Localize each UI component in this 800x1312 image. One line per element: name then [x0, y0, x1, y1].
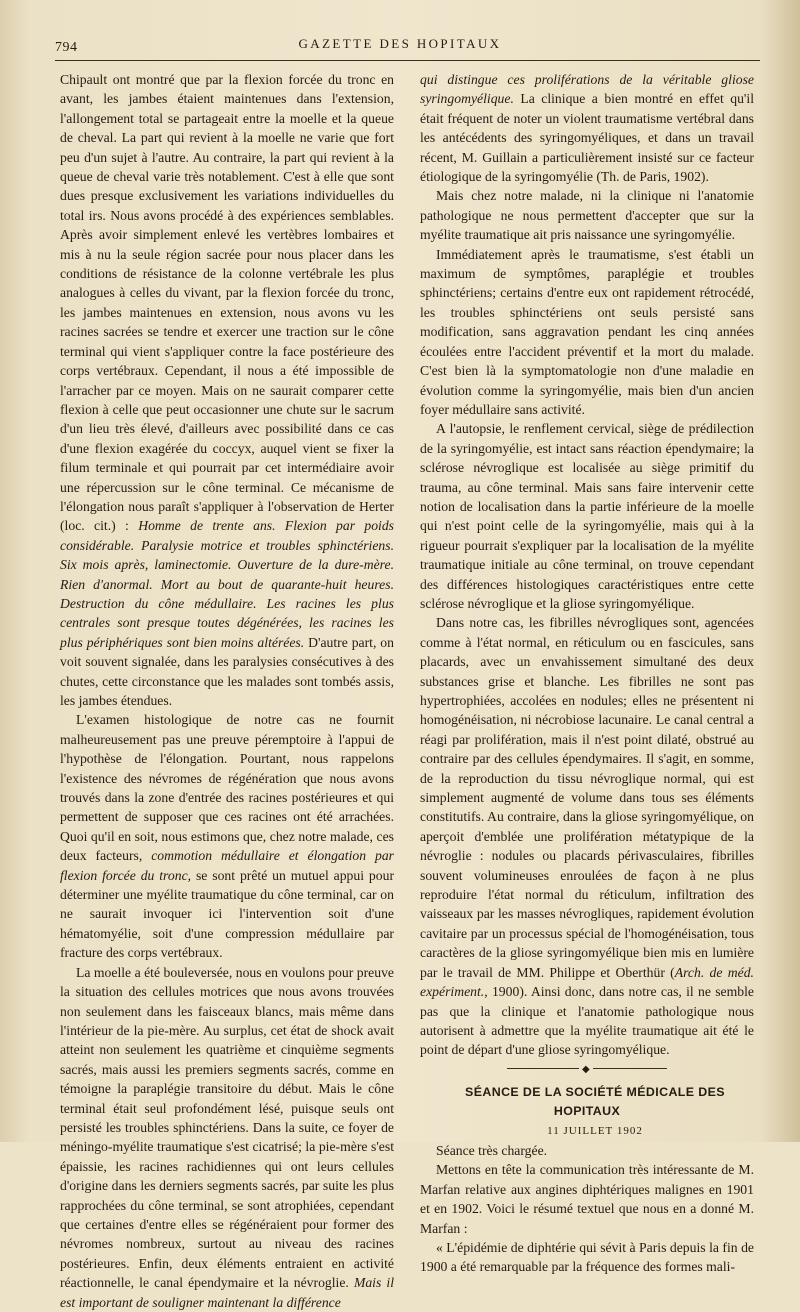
paragraph: Chipault ont montré que par la flexion forcée du tronc en avant, les jambes étaient maintenues dans l'extension, l'allongement total se partageait entre la moelle et la queue de cheval. La part qui revient à la moelle ne varie que fort peu d'un sujet à l'autre. Au contraire, la part qui revient à la queue de cheval varie très notablement. C'est à elle que sont dues presque exclusivement les variations individuelles du total irs. Nous avons procédé à des expériences semblables. Après avoir simplement enlevé les vertèbres lombaires et mis à nu la seule région sacrée pour nous placer dans les conditions de résistance de la colonne vertébrale les plus analogues à celles du vivant, par la flexion forcée du tronc, les jambes maintenues en extension, nous avons vu les racines sacrées se tendre et exercer une traction sur le cône terminal qui vient s'appliquer contre la face postérieure des corps vertébraux. Cependant, il nous a été impossible de l'arracher par ce moyen. Mais on ne saurait comparer cette flexion à celle que peut occasionner une chute sur le sacrum d'un lieu très élevé, d'ailleurs avec possibilité dans ce cas d'une flexion exagérée du coccyx, auquel vient se fixer la filum terminale et qui pourrait par cet intermédiaire avoir une répercussion sur le cône terminal. Ce mécanisme de l'élongation nous paraît s'appliquer à l'observation de Herter (loc. cit.) : Homme de trente ans. Flexion par poids considérable. Paralysie motrice et troubles sphinctériens. Six mois après, laminectomie. Ouverture de la dure-mère. Rien d'anormal. Mort au bout de quarante-huit heures. Destruction du cône médullaire. Les racines les plus centrales sont presque toutes dégénérées, les racines les plus périphériques sont bien moins altérées. D'autre part, on voit souvent signalée, dans les paralysies consécutives à des chutes, cette circonstance que les malades sont tombés assis, les jambes étendues. — [60, 72, 395, 708]
paragraph: L'examen histologique de notre cas ne fournit malheureusement pas une preuve péremptoire à l'appui de l'hypothèse de l'élongation. Pourtant, nous rappelons l'existence des névromes de régénération que nous avons trouvés dans la zone d'entrée des racines postérieures et qui permettent de supposer que ces racines ont été arrachées. Quoi qu'il en soit, nous estimons que, chez notre malade, ces deux facteurs, commotion médullaire et élongation par flexion forcée du tronc, se sont prêté un mutuel appui pour déterminer une myélite traumatique du cône terminal, car on ne saurait invoquer ici l'intervention soit d'une hématomyélie, soit d'une compression médullaire par fracture des corps vertébraux. — [60, 712, 395, 961]
header-rule — [55, 60, 760, 61]
paragraph: Mais chez notre malade, ni la clinique ni l'anatomie pathologique ne nous permettent d'accepter que sur la myélite traumatique ait pris naissance une syringomyélie. — [420, 188, 754, 243]
running-title: GAZETTE DES HOPITAUX — [298, 36, 502, 51]
section-heading: SÉANCE DE LA SOCIÉTÉ MÉDICALE DES HOPITAUX — [465, 1084, 725, 1119]
paragraph: « L'épidémie de diphtérie qui sévit à Paris depuis la fin de 1900 a été remarquable par la fréquence des formes mali- — [420, 1239, 754, 1275]
right-column — [420, 70, 755, 1275]
paragraph: Dans notre cas, les fibrilles névrogliques sont, agencées comme à l'état normal, en réticulum ou en fascicules, sans placards, avec un envahissement simultané des deux substances grise et blanche. Les fibrilles ne sont pas hypertrophiées, accolées en nodules; elles ne présentent ni homogénéisation, ni nécrobiose lacunaire. Le canal central a réagi par prolifération, mais il n'est point dilaté, obstrué au contraire par des cellules épendymaires. Il s'agit, en somme, de la reproduction du tissu névroglique normal, qui est simplement augmenté de volume dans tous ses éléments constitutifs. Au contraire, dans la gliose syringomyélique, on aperçoit d'emblée une prolifération métatypique de la névroglie : nodules ou placards périvasculaires, fibrilles souvent volumineuses enroulées de façon à ne plus reproduire l'état normal du réticulum, infiltration des vaisseaux par les masses névrogliques, rapidement évolution cavitaire par un processus spécial de l'homogénéisation, tous caractères de la gliose syringomyélique bien mis en lumière par le travail de MM. Philippe et Oberthür (Arch. de méd. expériment., 1900). Ainsi donc, dans notre cas, il ne semble pas que la clinique et l'anatomie pathologique nous autorisent à admettre que la myélite traumatique ait été le point de départ d'une gliose syringomyélique. — [420, 615, 754, 1058]
paragraph: A l'autopsie, le renflement cervical, siège de prédilection de la syringomyélie, est intact sans réaction épendymaire; la sclérose névroglique est localisée au siège primitif du trauma, au cône terminal. Mais sans faire intervenir cette notion de localisation dans la partie inférieure de la moelle qui n'est point celle de la syringomyélie, mais qui à la rigueur pourrait s'expliquer par la localisation de la myélite traumatique initiale au cône terminal, on trouve cependant des différences histologiques caractéristiques entre cette sclérose névroglique et la gliose syringomyélique. — [420, 421, 754, 611]
paragraph: Séance très chargée. — [436, 1142, 548, 1158]
page-number: 794 — [55, 40, 78, 55]
section-divider — [507, 1068, 667, 1069]
left-column — [60, 70, 395, 1310]
section-date: 11 JUILLET 1902 — [547, 1124, 643, 1137]
paragraph: La moelle a été bouleversée, nous en voulons pour preuve la situation des cellules motrices que nous avons trouvées non seulement dans les faisceaux blancs, mais même dans l'intérieur de la pie-mère. Au surplus, cet état de shock avait atteint non seulement les quatrième et cinquième segments sacrés, mais aussi les premiers segments sacrés, comme en témoigne la paraplégie transitoire du début. Mais le cône terminal était seul profondément lésé, puisque seuls ont persisté les troubles sphinctériens. Dans la suite, ce foyer de méningo-myélite traumatique s'est cicatrisé; la pie-mère s'est épaissie, les racines rachidiennes qui ont leurs cellules d'origine dans les derniers segments sacrés, par suite les plus rapprochées du cône terminal, se sont atrophiées, cependant que certaines d'entre elles se régénéraient pour former des névromes nombreux, surtout au niveau des racines postérieures. Enfin, deux éléments entraient en activité réactionnelle, le canal épendymaire et la névroglie. Mais il est important de souligner maintenant la différence — [60, 964, 394, 1310]
paragraph: Mettons en tête la communication très intéressante de M. Marfan relative aux angines diphtériques malignes en 1901 et en 1902. Voici le résumé textuel que nous en a donné M. Marfan : — [420, 1162, 754, 1236]
paragraph: qui distingue ces proliférations de la véritable gliose syringomyélique. La clinique a bien montré en effet qu'il était fréquent de noter un violent traumatisme vertébral dans les antécédents des syringomyéliques, et dans un travail récent, M. Guillain a particulièrement insisté sur ce facteur étiologique de la syringomyélie (Th. de Paris, 1902). — [420, 72, 755, 185]
paragraph: Immédiatement après le traumatisme, s'est établi un maximum de symptômes, paraplégie et troubles sphinctériens; certains d'entre eux ont rapidement rétrocédé, les troubles sphinctériens ont seuls persisté sans modification, sans aggravation pendant les cinq années écoulées entre l'accident préventif et la mort du malade. C'est bien là la symptomatologie non d'une maladie en évolution comme la syringomyélie, mais bien d'un ancien foyer médullaire sans activité. — [420, 246, 754, 417]
